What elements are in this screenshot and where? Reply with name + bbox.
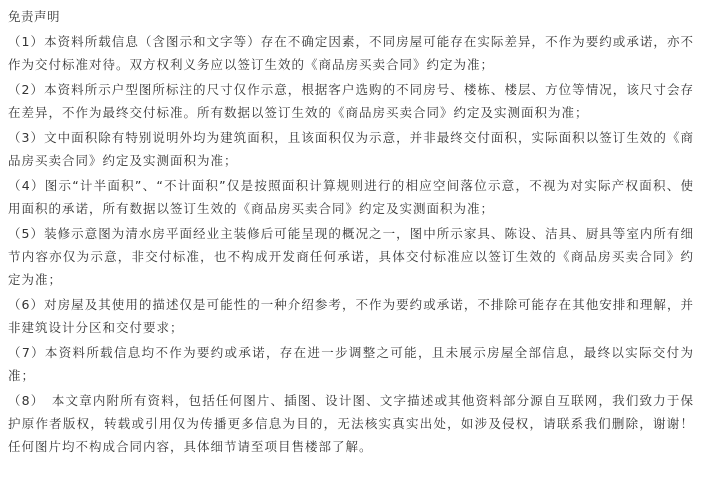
- disclaimer-item-number: （7）: [8, 345, 45, 360]
- disclaimer-item-text: 本资料所载信息（含图示和文字等）存在不确定因素，不同房屋可能存在实际差异，不作为要约或承诺，亦不作为交付标准对待。双方权利义务应以签订生效的《商品房买卖合同》约定为准；: [8, 34, 694, 72]
- disclaimer-item-text: 对房屋及其使用的描述仅是可能性的一种介绍参考，不作为要约或承诺，不排除可能存在其他安排和理解，并非建筑设计分区和交付要求；: [8, 297, 694, 335]
- disclaimer-item-8: [8, 389, 694, 458]
- disclaimer-item-text: 本资料所载信息均不作为要约或承诺，存在进一步调整之可能，且未展示房屋全部信息，最终以实际交付为准；: [8, 345, 694, 383]
- disclaimer-item-text: 图示“计半面积”、“不计面积”仅是按照面积计算规则进行的相应空间落位示意，不视为对实际产权面积、使用面积的承诺，所有数据以签订生效的《商品房买卖合同》约定及实测面积为准；: [8, 178, 695, 216]
- disclaimer-item-text: 文中面积除有特别说明外均为建筑面积，且该面积仅为示意，并非最终交付面积，实际面积以签订生效的《商品房买卖合同》约定及实测面积为准；: [8, 130, 694, 168]
- disclaimer-item-number: （5）: [8, 226, 45, 241]
- disclaimer-title: 免责声明: [8, 9, 61, 24]
- disclaimer-item-number: （1）: [8, 34, 45, 49]
- disclaimer-item-3: [8, 126, 694, 172]
- disclaimer-item-number: （2）: [8, 82, 45, 97]
- disclaimer-item-text: 本资料所示户型图所标注的尺寸仅作示意，根据客户选购的不同房号、楼栋、楼层、方位等情况，该尺寸会存在差异，不作为最终交付标准。所有数据以签订生效的《商品房买卖合同》约定及实测面积为准；: [8, 82, 694, 120]
- disclaimer-item-number: （6）: [8, 297, 45, 312]
- disclaimer-item-4: [8, 174, 694, 220]
- disclaimer-item-5: [8, 222, 694, 291]
- disclaimer-item-6: [8, 293, 694, 339]
- disclaimer-list: [8, 30, 694, 458]
- disclaimer-item-number: （3）: [8, 130, 45, 145]
- disclaimer-item-text: 装修示意图为清水房平面经业主装修后可能呈现的概况之一，图中所示家具、陈设、洁具、厨具等室内所有细节内容亦仅为示意，非交付标准，也不构成开发商任何承诺，具体交付标准应以签订生效的《商品房买卖合同》约定为准；: [8, 226, 694, 287]
- disclaimer-item-1: [8, 30, 694, 76]
- disclaimer-item-number: （4）: [8, 178, 45, 193]
- disclaimer-item-number: （8）: [8, 393, 39, 408]
- disclaimer-item-2: [8, 78, 694, 124]
- disclaimer-item-7: [8, 341, 694, 387]
- disclaimer-item-text: 本文章内附所有资料，包括任何图片、插图、设计图、文字描述或其他资料部分源自互联网，我们致力于保护原作者版权，转载或引用仅为传播更多信息为目的，无法核实真实出处，如涉及侵权，请联系我们删除，谢谢！任何图片均不构成合同内容，具体细节请至项目售楼部了解。: [8, 393, 694, 454]
